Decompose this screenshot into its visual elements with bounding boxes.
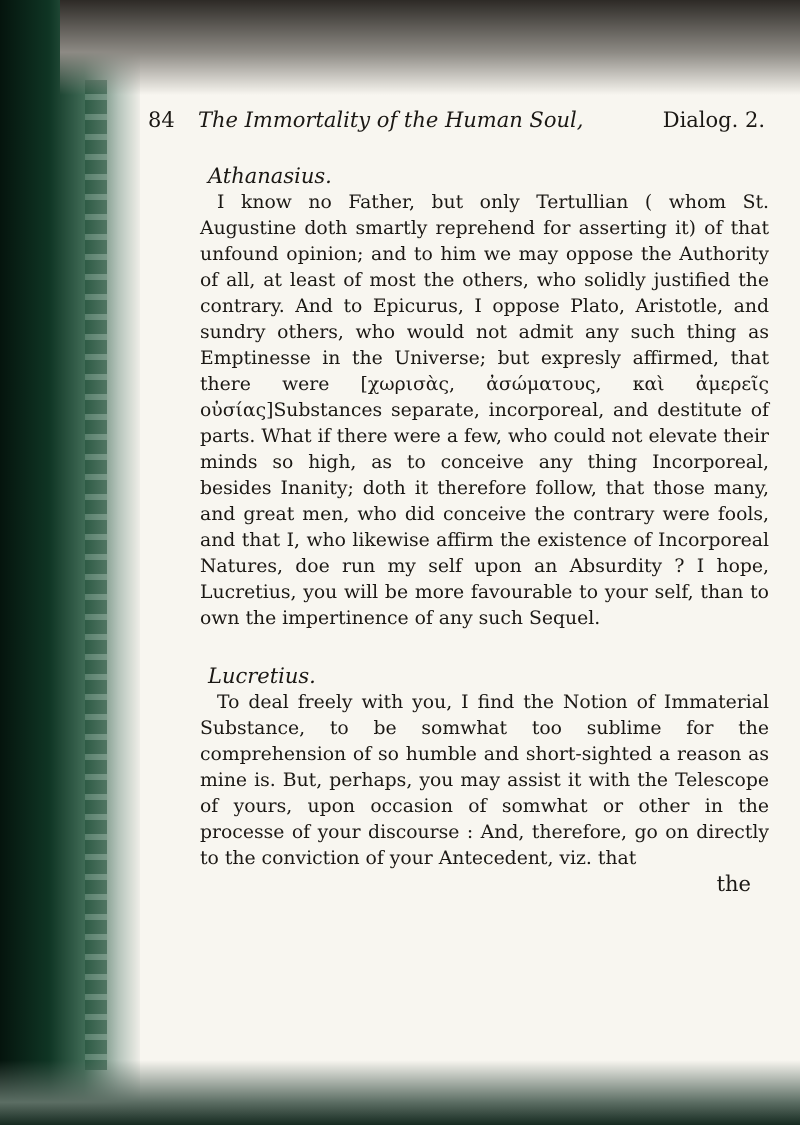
speaker-lucretius: Lucretius. [208,664,316,688]
page-top-shadow [60,0,800,95]
catchword: the [716,872,751,896]
page-number: 84 [148,108,175,132]
binding-stitching [85,80,107,1070]
running-head [148,108,773,144]
binding-gutter [0,0,140,1125]
page-bottom-shadow [0,1060,800,1125]
speech-lucretius: To deal freely with you, I find the Notion of Immaterial Substance, to be somwhat too sublime for the comprehension of so humble and short-sighted a reason as mine is. But, perhaps, you may assist it with the Telescope of yours, upon occasion of somwhat or other in the processe of your discourse : And, therefore, go on directly to the conviction of your Antecedent, viz. that [200,692,769,869]
speaker-athanasius: Athanasius. [208,164,332,188]
dialog-number: Dialog. 2. [662,108,765,132]
speech-athanasius: I know no Father, but only Tertullian ( whom St. Augustine doth smartly reprehend for asserting it) of that unfound opinion; and to him we may oppose the Authority of all, at least of most the others, who solidly justified the contrary. And to Epicurus, I oppose Plato, Aristotle, and sundry others, who would not admit any such thing as Emptinesse in the Universe; but expresly affirmed, that there were [χωρισὰς, ἀσώματους, καὶ ἀμερεῖς οὐσίας]Substances separate, incorporeal, and destitute of parts. What if there were a few, who could not elevate their minds so high, as to conceive any thing Incorporeal, besides Inanity; doth it therefore follow, that those many, and great men, who did conceive the contrary were fools, and that I, who likewise affirm the existence of Incorporeal Natures, doe run my self upon an Absurdity ? I hope, Lucretius, you will be more favourable to your self, than to own the impertinence of any such Sequel. [200,192,769,629]
book-page [148,108,773,896]
running-title: The Immortality of the Human Soul, [198,108,584,132]
